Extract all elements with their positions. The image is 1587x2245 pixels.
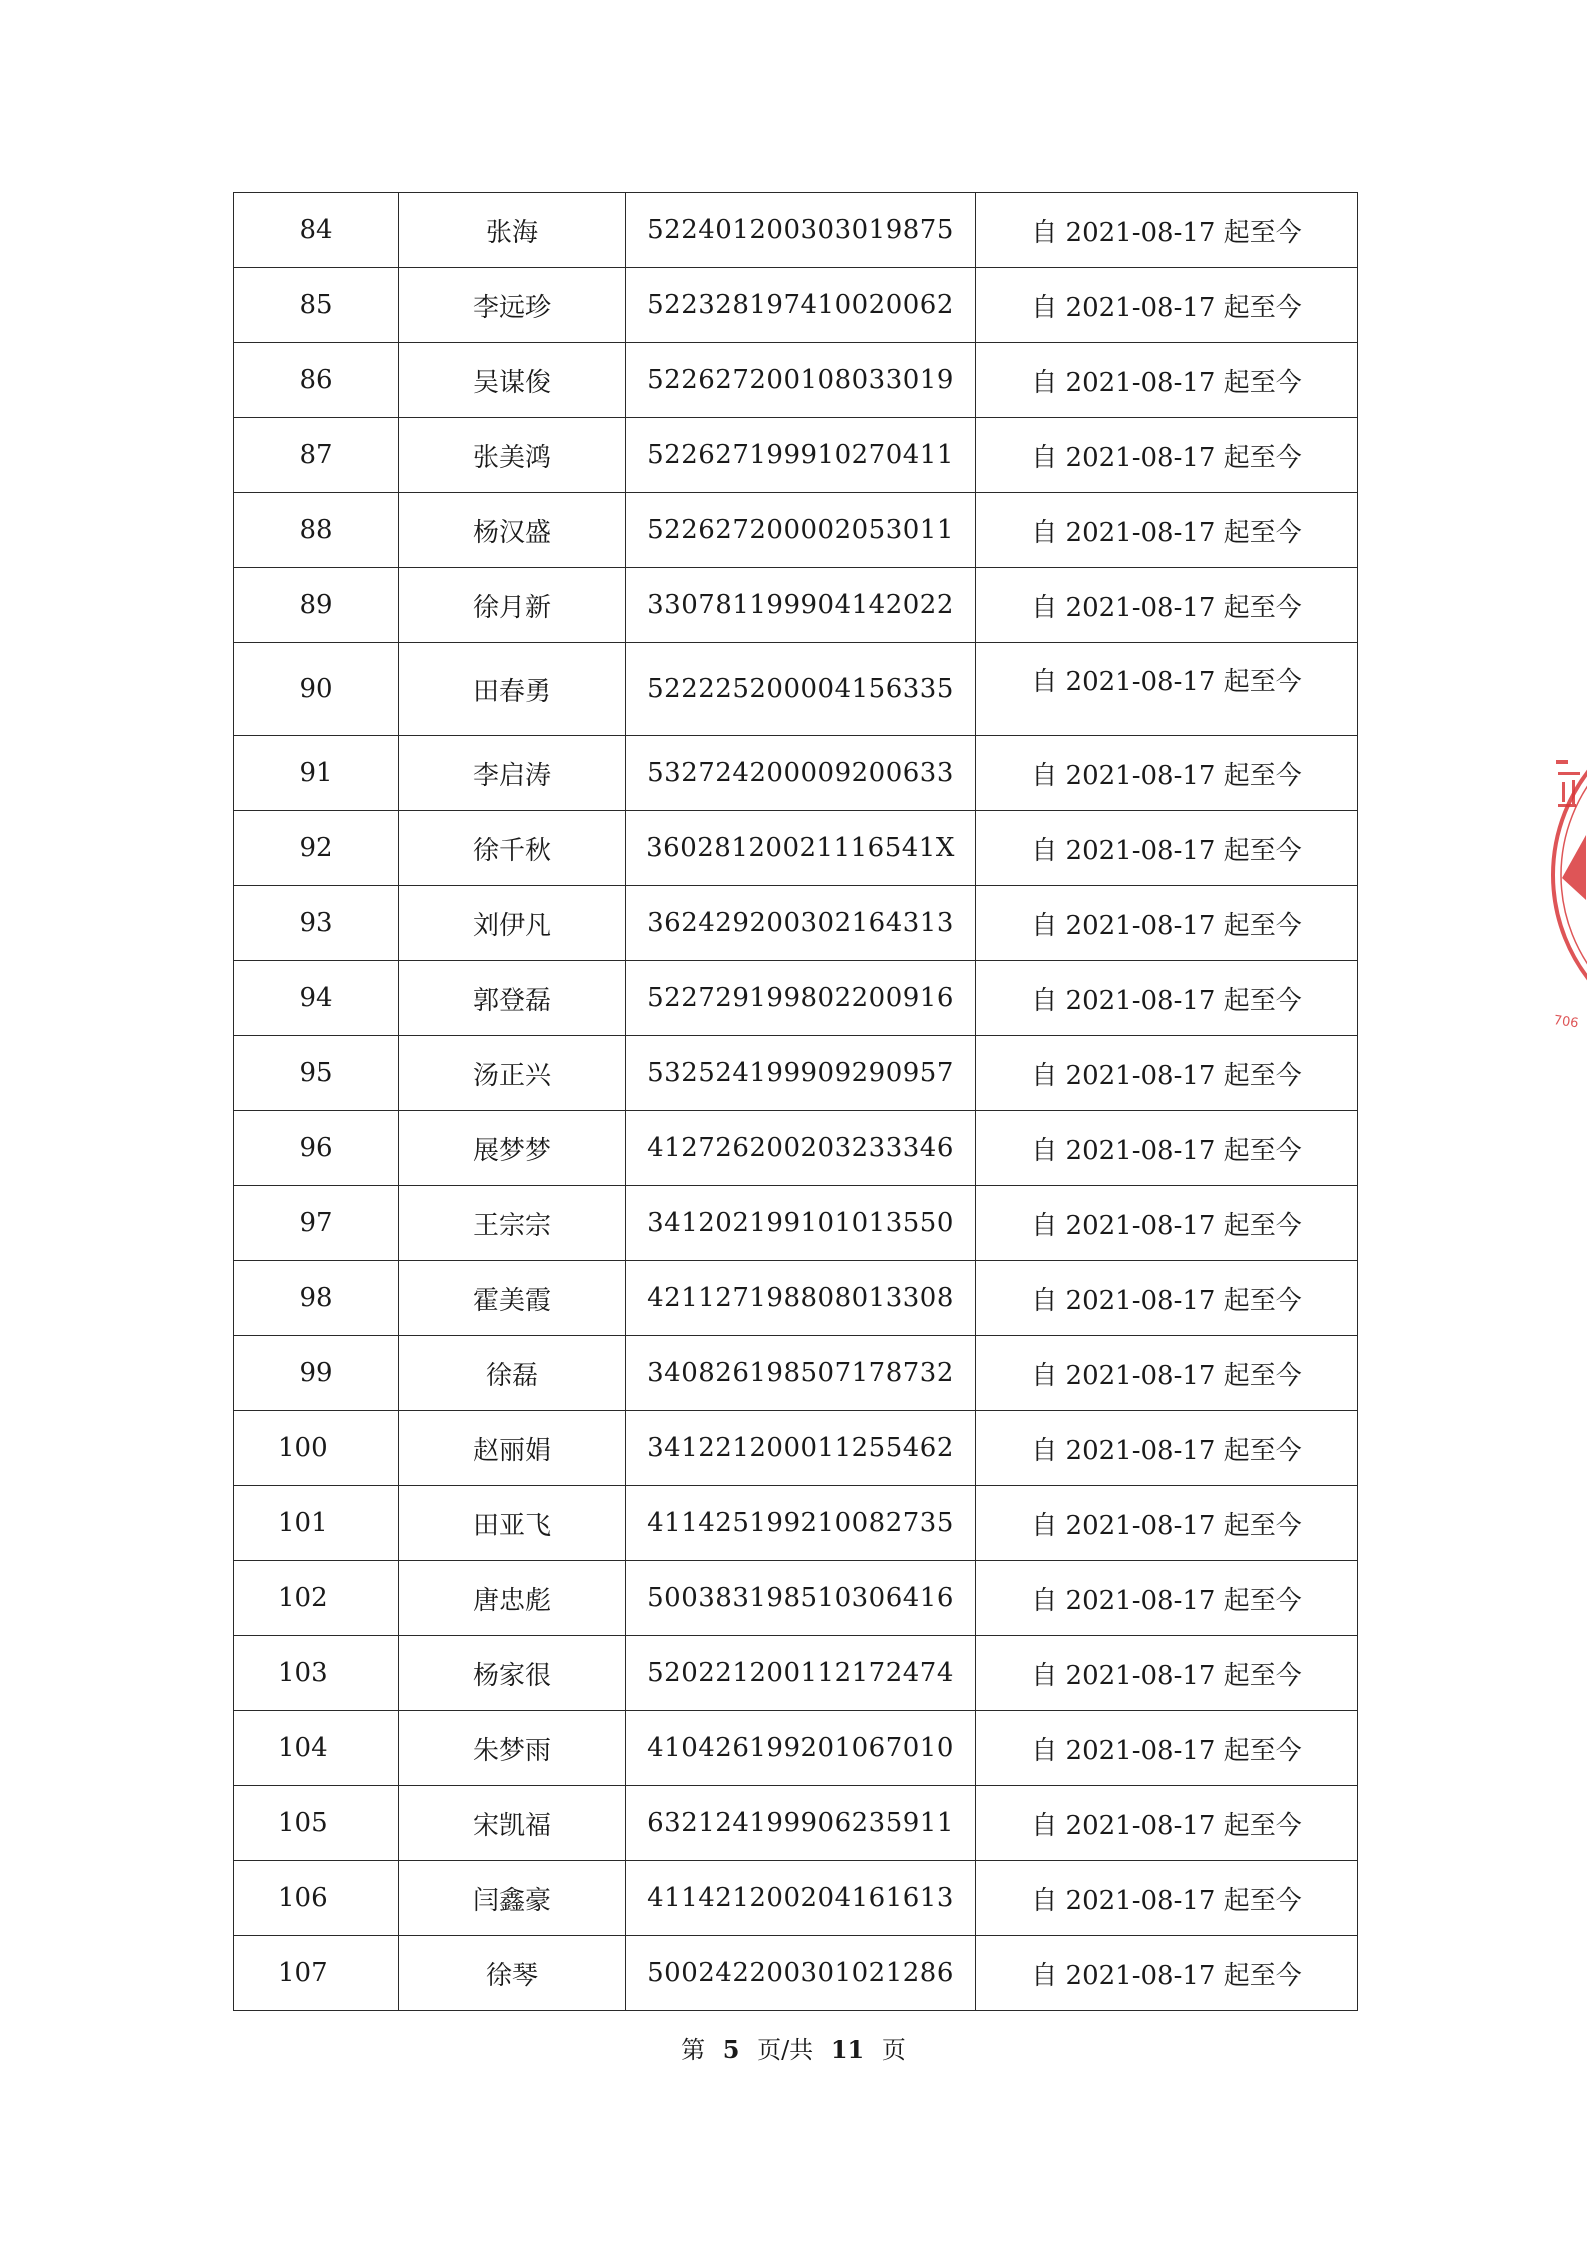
person-name: 田亚飞 <box>399 1486 626 1561</box>
person-name: 徐千秋 <box>399 811 626 886</box>
table-row <box>234 1111 1358 1186</box>
id-number: 341221200011255462 <box>626 1411 976 1486</box>
table-row <box>234 1186 1358 1261</box>
table-row <box>234 643 1358 736</box>
period-text: 自 2021-08-17 起至今 <box>976 1036 1358 1111</box>
period-text: 自 2021-08-17 起至今 <box>976 1636 1358 1711</box>
person-name: 田春勇 <box>399 643 626 736</box>
person-name: 张海 <box>399 193 626 268</box>
table-row <box>234 343 1358 418</box>
person-name: 闫鑫豪 <box>399 1861 626 1936</box>
table-row <box>234 736 1358 811</box>
id-number: 412726200203233346 <box>626 1111 976 1186</box>
id-number: 522729199802200916 <box>626 961 976 1036</box>
id-number: 522328197410020062 <box>626 268 976 343</box>
row-number: 105 <box>234 1786 399 1861</box>
row-number: 106 <box>234 1861 399 1936</box>
row-number: 94 <box>234 961 399 1036</box>
table-body <box>234 193 1358 2011</box>
period-text: 自 2021-08-17 起至今 <box>976 1936 1358 2011</box>
seal-graphic <box>1548 700 1587 1060</box>
table-row <box>234 193 1358 268</box>
person-name: 汤正兴 <box>399 1036 626 1111</box>
row-number: 96 <box>234 1111 399 1186</box>
period-text: 自 2021-08-17 起至今 <box>976 643 1358 736</box>
table-row <box>234 961 1358 1036</box>
table-row <box>234 1636 1358 1711</box>
period-text: 自 2021-08-17 起至今 <box>976 1261 1358 1336</box>
table-row <box>234 1336 1358 1411</box>
table-row <box>234 1936 1358 2011</box>
table-row <box>234 1561 1358 1636</box>
id-number: 500383198510306416 <box>626 1561 976 1636</box>
row-number: 92 <box>234 811 399 886</box>
id-number: 410426199201067010 <box>626 1711 976 1786</box>
row-number: 93 <box>234 886 399 961</box>
table-row <box>234 1036 1358 1111</box>
row-number: 84 <box>234 193 399 268</box>
table-row <box>234 1786 1358 1861</box>
id-number: 522401200303019875 <box>626 193 976 268</box>
row-number: 102 <box>234 1561 399 1636</box>
period-text: 自 2021-08-17 起至今 <box>976 1336 1358 1411</box>
person-name: 王宗宗 <box>399 1186 626 1261</box>
period-text: 自 2021-08-17 起至今 <box>976 886 1358 961</box>
person-name: 唐忠彪 <box>399 1561 626 1636</box>
person-name: 展梦梦 <box>399 1111 626 1186</box>
row-number: 99 <box>234 1336 399 1411</box>
period-text: 自 2021-08-17 起至今 <box>976 961 1358 1036</box>
period-text: 自 2021-08-17 起至今 <box>976 568 1358 643</box>
person-name: 徐琴 <box>399 1936 626 2011</box>
person-name: 张美鸿 <box>399 418 626 493</box>
id-number: 522627200002053011 <box>626 493 976 568</box>
period-text: 自 2021-08-17 起至今 <box>976 493 1358 568</box>
row-number: 103 <box>234 1636 399 1711</box>
row-number: 98 <box>234 1261 399 1336</box>
table-row <box>234 1261 1358 1336</box>
period-text: 自 2021-08-17 起至今 <box>976 1561 1358 1636</box>
table-row <box>234 1486 1358 1561</box>
id-number: 522225200004156335 <box>626 643 976 736</box>
footer-current-page: 5 <box>722 2035 740 2064</box>
row-number: 86 <box>234 343 399 418</box>
row-number: 90 <box>234 643 399 736</box>
seal-partial-text: 706 <box>1552 1013 1580 1032</box>
table-row <box>234 886 1358 961</box>
id-number: 36028120021116541X <box>626 811 976 886</box>
table-row <box>234 1411 1358 1486</box>
person-name: 徐月新 <box>399 568 626 643</box>
person-name: 郭登磊 <box>399 961 626 1036</box>
table-row <box>234 568 1358 643</box>
id-number: 340826198507178732 <box>626 1336 976 1411</box>
id-number: 421127198808013308 <box>626 1261 976 1336</box>
id-number: 632124199906235911 <box>626 1786 976 1861</box>
row-number: 95 <box>234 1036 399 1111</box>
period-text: 自 2021-08-17 起至今 <box>976 1786 1358 1861</box>
table-row <box>234 268 1358 343</box>
row-number: 100 <box>234 1411 399 1486</box>
id-number: 532524199909290957 <box>626 1036 976 1111</box>
id-number: 500242200301021286 <box>626 1936 976 2011</box>
row-number: 89 <box>234 568 399 643</box>
id-number: 330781199904142022 <box>626 568 976 643</box>
row-number: 85 <box>234 268 399 343</box>
person-name: 刘伊凡 <box>399 886 626 961</box>
person-name: 杨汉盛 <box>399 493 626 568</box>
period-text: 自 2021-08-17 起至今 <box>976 1861 1358 1936</box>
page-footer <box>0 2030 1587 2065</box>
table-row <box>234 418 1358 493</box>
person-name: 赵丽娟 <box>399 1411 626 1486</box>
person-name: 朱梦雨 <box>399 1711 626 1786</box>
person-name: 吴谋俊 <box>399 343 626 418</box>
row-number: 88 <box>234 493 399 568</box>
person-name: 杨家很 <box>399 1636 626 1711</box>
person-name: 徐磊 <box>399 1336 626 1411</box>
table-row <box>234 811 1358 886</box>
period-text: 自 2021-08-17 起至今 <box>976 1186 1358 1261</box>
row-number: 97 <box>234 1186 399 1261</box>
table-row <box>234 1711 1358 1786</box>
row-number: 101 <box>234 1486 399 1561</box>
period-text: 自 2021-08-17 起至今 <box>976 1486 1358 1561</box>
id-number: 522627199910270411 <box>626 418 976 493</box>
row-number: 104 <box>234 1711 399 1786</box>
period-text: 自 2021-08-17 起至今 <box>976 1111 1358 1186</box>
row-number: 87 <box>234 418 399 493</box>
period-text: 自 2021-08-17 起至今 <box>976 343 1358 418</box>
person-name: 宋凯福 <box>399 1786 626 1861</box>
period-text: 自 2021-08-17 起至今 <box>976 736 1358 811</box>
official-seal-partial <box>1548 700 1587 1060</box>
footer-prefix: 第 <box>681 2036 706 2064</box>
period-text: 自 2021-08-17 起至今 <box>976 1411 1358 1486</box>
id-number: 411425199210082735 <box>626 1486 976 1561</box>
period-text: 自 2021-08-17 起至今 <box>976 193 1358 268</box>
period-text: 自 2021-08-17 起至今 <box>976 811 1358 886</box>
period-text: 自 2021-08-17 起至今 <box>976 418 1358 493</box>
row-number: 107 <box>234 1936 399 2011</box>
person-name: 霍美霞 <box>399 1261 626 1336</box>
table-row <box>234 1861 1358 1936</box>
id-number: 362429200302164313 <box>626 886 976 961</box>
id-number: 411421200204161613 <box>626 1861 976 1936</box>
id-number: 522627200108033019 <box>626 343 976 418</box>
personnel-table <box>233 192 1358 2011</box>
person-name: 李远珍 <box>399 268 626 343</box>
period-text: 自 2021-08-17 起至今 <box>976 1711 1358 1786</box>
id-number: 341202199101013550 <box>626 1186 976 1261</box>
row-number: 91 <box>234 736 399 811</box>
period-text: 自 2021-08-17 起至今 <box>976 268 1358 343</box>
id-number: 520221200112172474 <box>626 1636 976 1711</box>
footer-total-pages: 11 <box>830 2035 865 2064</box>
footer-suffix: 页 <box>881 2036 906 2064</box>
person-name: 李启涛 <box>399 736 626 811</box>
table-row <box>234 493 1358 568</box>
id-number: 532724200009200633 <box>626 736 976 811</box>
footer-middle: 页/共 <box>757 2036 814 2064</box>
